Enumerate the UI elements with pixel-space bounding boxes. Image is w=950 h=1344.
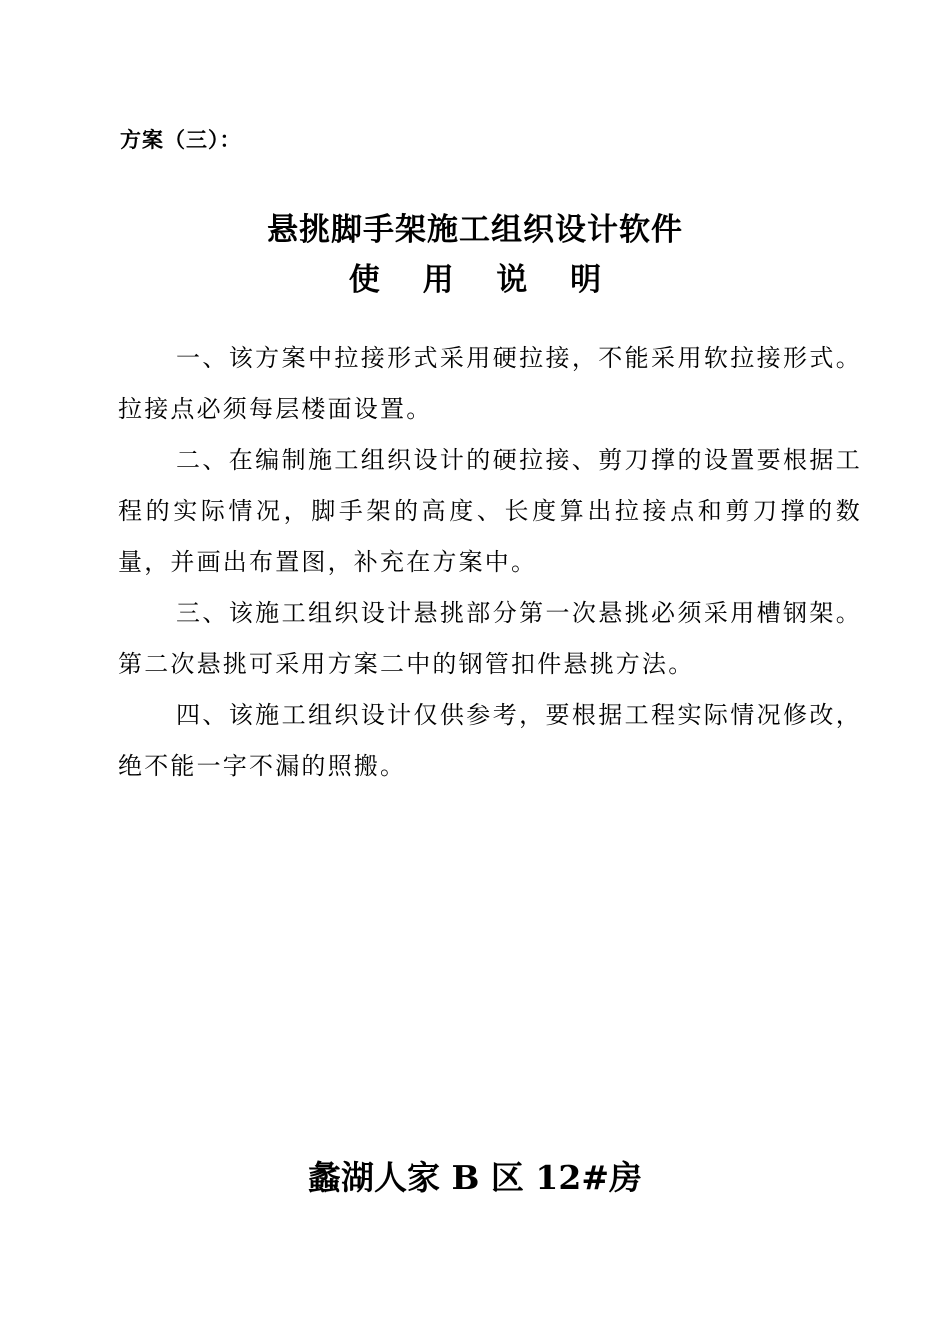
instruction-paragraph-3: 三、该施工组织设计悬挑部分第一次悬挑必须采用槽钢架。第二次悬挑可采用方案二中的钢管扣件悬挑方法。 (118, 599, 862, 678)
instruction-paragraph-4: 四、该施工组织设计仅供参考，要根据工程实际情况修改，绝不能一字不漏的照搬。 (118, 701, 862, 780)
plan-label: 方案（三）： (120, 127, 242, 152)
project-name-footer: 蠡湖人家 B 区 12#房 (308, 1158, 642, 1197)
document-title: 悬挑脚手架施工组织设计软件 (267, 212, 683, 248)
document-subtitle: 使 用 说 明 (348, 262, 618, 298)
instruction-paragraph-2: 二、在编制施工组织设计的硬拉接、剪刀撑的设置要根据工程的实际情况，脚手架的高度、长度算出拉接点和剪刀撑的数量，并画出布置图，补充在方案中。 (118, 446, 862, 576)
instructions-body (118, 333, 862, 792)
instruction-paragraph-1: 一、该方案中拉接形式采用硬拉接，不能采用软拉接形式。拉接点必须每层楼面设置。 (118, 344, 862, 423)
